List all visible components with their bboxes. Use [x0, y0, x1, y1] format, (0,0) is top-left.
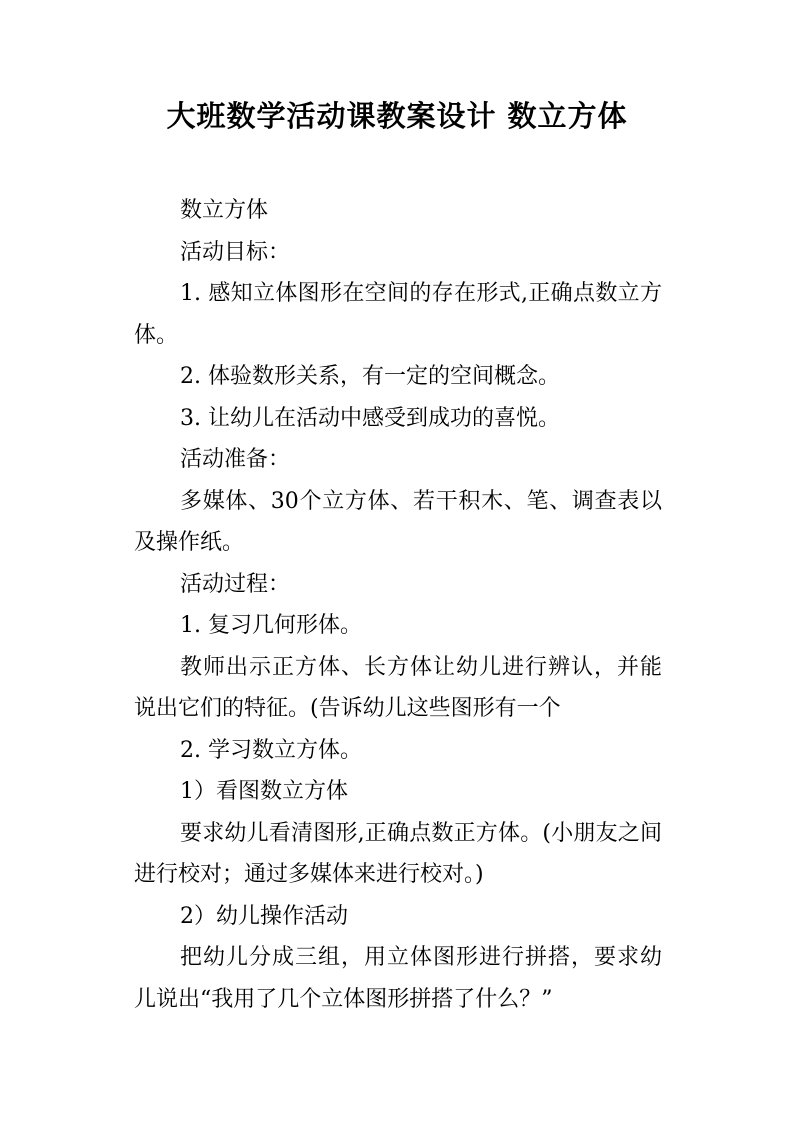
objectives-heading: 活动目标： [180, 239, 291, 265]
preparation-heading: 活动准备： [180, 447, 291, 472]
process-step-2-sub-1: 1）看图数立方体 [180, 779, 348, 804]
process-step-2-sub-2: 2）幼儿操作活动 [180, 903, 348, 929]
process-heading: 活动过程： [180, 571, 291, 597]
subtitle-paragraph: 数立方体 [180, 198, 269, 223]
document-body [134, 190, 662, 1020]
objective-3: 3. 让幼儿在活动中感受到成功的喜悦。 [180, 405, 560, 431]
process-step-1-detail: 教师出示正方体、长方体让幼儿进行辨认，并能说出它们的特征。(告诉幼儿这些图形有一个 [134, 654, 662, 721]
preparation-materials: 多媒体、30个立方体、若干积木、笔、调查表以及操作纸。 [134, 488, 662, 555]
objective-1: 1. 感知立体图形在空间的存在形式,正确点数立方体。 [134, 281, 662, 348]
process-step-2-sub-1-detail: 要求幼儿看清图形,正确点数正方体。(小朋友之间进行校对；通过多媒体来进行校对。) [134, 820, 662, 887]
objective-2: 2. 体验数形关系，有一定的空间概念。 [180, 364, 560, 389]
process-step-2-sub-2-detail: 把幼儿分成三组，用立体图形进行拼搭，要求幼儿说出“我用了几个立体图形拼搭了什么？” [134, 945, 662, 1012]
page-title: 大班数学活动课教案设计 数立方体 [166, 99, 628, 133]
process-step-2: 2. 学习数立方体。 [180, 737, 362, 763]
process-step-1: 1. 复习几何形体。 [180, 613, 362, 638]
